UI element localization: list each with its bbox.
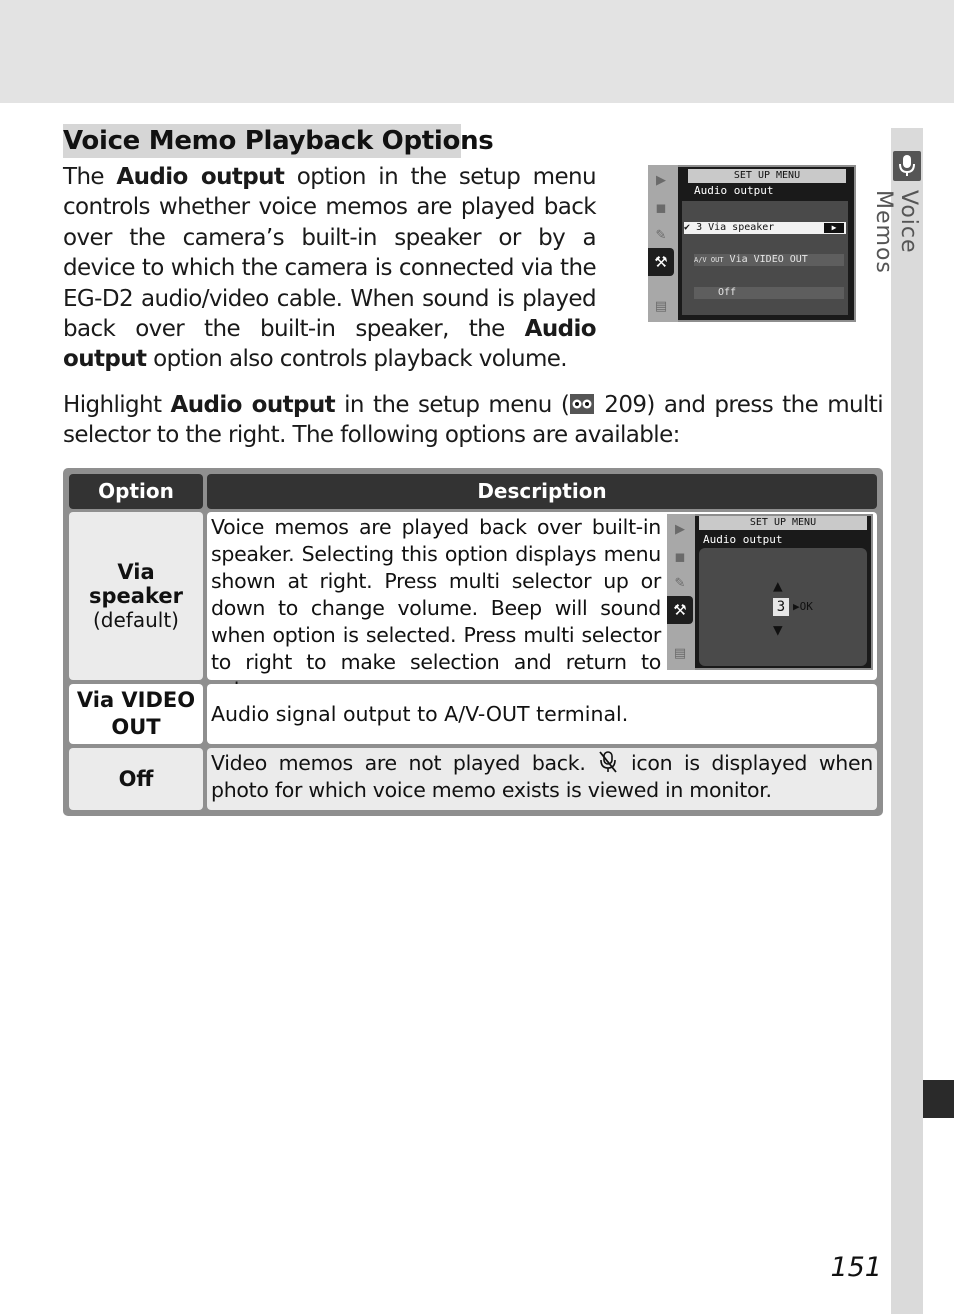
- setup-menu-screenshot: [648, 165, 856, 322]
- recent-icon: ▤: [654, 299, 668, 314]
- intro-paragraph: The Audio output option in the setup menu controls whether voice memos are played back over the camera’s built-in speaker or by a device to which the camera is connected via the EG-D2 audio/video cable. When sound is played back over the built-in speaker, the Audio output option also controls playback volume.: [63, 164, 596, 373]
- wrench-icon: ⚒: [648, 248, 674, 276]
- chapter-tab: [923, 1080, 954, 1118]
- lcd-option-off: Off: [694, 287, 844, 299]
- top-band: [0, 0, 954, 103]
- muted-microphone-icon: [597, 750, 619, 774]
- lcd-title: SET UP MENU: [699, 516, 867, 530]
- recent-icon: ▤: [673, 646, 687, 661]
- volume-up-arrow: ▲: [773, 576, 783, 595]
- volume-down-arrow: ▼: [773, 620, 783, 639]
- pencil-icon: ✎: [655, 228, 667, 243]
- page-number: 151: [830, 1252, 882, 1283]
- option-off: Off: [69, 748, 203, 810]
- volume-screenshot: [667, 514, 873, 670]
- option-via-speaker: Via speaker (default): [69, 512, 203, 680]
- page-reference-icon: [569, 393, 595, 415]
- chapter-label: Voice Memos: [871, 190, 921, 274]
- camera-icon: ◼: [655, 201, 667, 216]
- description-via-video-out: Audio signal output to A/V-OUT terminal.: [207, 684, 877, 744]
- camera-icon: ◼: [674, 550, 686, 565]
- description-via-speaker: Voice memos are played back over built-in speaker. Selecting this option displays menu shown at right. Press multi selector up or down to change volume. Beep will sound when option is selected. Press multi selector to right to make selection and return to: [207, 512, 877, 680]
- header-option: Option: [69, 474, 203, 509]
- page-title: Voice Memo Playback Options: [63, 126, 494, 156]
- playback-icon: ▶: [675, 522, 685, 537]
- option-via-video-out: Via VIDEO OUT: [69, 684, 203, 744]
- pencil-icon: ✎: [674, 576, 686, 591]
- ok-indicator: ▶OK: [793, 600, 813, 613]
- lcd-title: SET UP MENU: [688, 169, 846, 183]
- volume-level: 3: [773, 598, 789, 616]
- playback-icon: ▶: [656, 173, 666, 188]
- header-description: Description: [207, 474, 877, 509]
- lcd-option-speaker: ✔ 3 Via speaker ▶: [684, 222, 846, 234]
- description-off: Video memos are not played back. icon is displayed when photo for which voice memo exists is viewed in monitor.: [207, 748, 877, 810]
- wrench-icon: ⚒: [667, 596, 693, 624]
- lcd-subtitle: Audio output: [694, 184, 774, 197]
- instruction-paragraph: Highlight Audio output in the setup menu ( 209) and press the multi selector to the right. The following options are available:: [63, 392, 883, 449]
- lcd-subtitle: Audio output: [703, 533, 783, 546]
- lcd-option-video-out: A/V OUT Via VIDEO OUT: [694, 254, 844, 266]
- options-table: [63, 468, 883, 816]
- microphone-icon: [893, 151, 921, 181]
